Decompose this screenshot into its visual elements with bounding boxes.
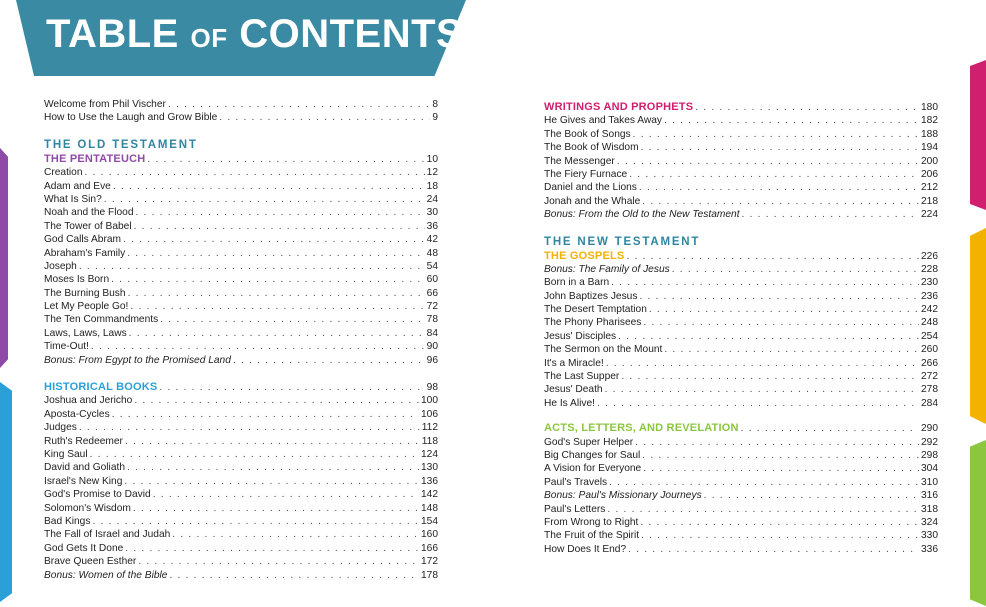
toc-entry <box>544 449 938 462</box>
page-number: 112 <box>421 422 438 434</box>
toc-entry-title: A Vision for Everyone <box>544 463 642 475</box>
page-number: 336 <box>921 543 938 555</box>
toc-entry <box>44 475 438 488</box>
toc-entry <box>544 357 938 370</box>
toc-entry <box>544 181 938 194</box>
dot-leader <box>128 287 425 300</box>
toc-entry <box>44 111 438 124</box>
section-heading-label: THE PENTATEUCH <box>44 152 146 165</box>
toc-entry <box>44 340 438 353</box>
page-number: 324 <box>921 516 938 528</box>
toc-entry-title: How Does It End? <box>544 543 627 555</box>
section-tab-historical <box>0 382 12 602</box>
dot-leader <box>642 449 919 462</box>
dot-leader <box>609 476 919 489</box>
toc-bonus-entry <box>544 263 938 276</box>
dot-leader <box>129 327 425 340</box>
dot-leader <box>127 461 419 474</box>
page-number: 266 <box>921 357 938 369</box>
toc-entry <box>44 542 438 555</box>
page-number: 212 <box>921 182 938 194</box>
dot-leader <box>130 300 424 313</box>
toc-entry-title: He Is Alive! <box>544 397 595 409</box>
dot-leader <box>639 181 919 194</box>
toc-entry-title: The Desert Temptation <box>544 304 647 316</box>
page-number: 160 <box>421 529 438 541</box>
toc-entry <box>544 503 938 516</box>
toc-entry-title: He Gives and Takes Away <box>544 115 662 127</box>
page-number: 72 <box>426 301 438 313</box>
toc-entry <box>44 488 438 501</box>
toc-entry <box>544 397 938 410</box>
toc-entry <box>44 180 438 193</box>
page-number: 224 <box>921 209 938 221</box>
dot-leader <box>621 370 919 383</box>
section-heading-label: THE GOSPELS <box>544 249 625 262</box>
dot-leader <box>672 263 919 276</box>
page-number: 98 <box>426 382 438 394</box>
toc-bonus-entry <box>44 354 438 367</box>
page-number: 118 <box>421 435 438 447</box>
toc-entry-title: Israel's New King <box>44 475 123 487</box>
toc-entry-title: Joseph <box>44 260 77 272</box>
dot-leader <box>160 313 424 326</box>
dot-leader <box>643 316 919 329</box>
toc-entry-title: Bonus: Paul's Missionary Journeys <box>544 490 702 502</box>
toc-entry <box>44 408 438 421</box>
page-number: 200 <box>921 155 938 167</box>
toc-entry <box>544 290 938 303</box>
page-number: 218 <box>921 195 938 207</box>
toc-entry-title: Brave Queen Esther <box>44 556 137 568</box>
toc-entry-title: God Gets It Done <box>44 542 124 554</box>
toc-entry-title: Let My People Go! <box>44 301 129 313</box>
toc-entry-title: The Book of Wisdom <box>544 142 639 154</box>
page-number: 136 <box>421 475 438 487</box>
toc-entry-title: God's Super Helper <box>544 436 634 448</box>
section-heading-label: ACTS, LETTERS, AND REVELATION <box>544 422 739 435</box>
toc-bonus-entry <box>544 208 938 221</box>
dot-leader <box>626 250 919 263</box>
toc-entry <box>44 287 438 300</box>
toc-entry-title: John Baptizes Jesus <box>544 290 638 302</box>
page-number: 142 <box>421 489 438 501</box>
toc-bonus-entry <box>44 569 438 582</box>
section-heading-label: HISTORICAL BOOKS <box>44 381 158 394</box>
dot-leader <box>153 488 419 501</box>
toc-section-heading <box>544 250 938 263</box>
page-number: 298 <box>921 449 938 461</box>
toc-entry-title: The Burning Bush <box>44 287 126 299</box>
dot-leader <box>127 247 424 260</box>
dot-leader <box>92 515 419 528</box>
dot-leader <box>643 462 919 475</box>
toc-entry <box>44 528 438 541</box>
toc-entry <box>44 435 438 448</box>
toc-entry-title: Daniel and the Lions <box>544 182 637 194</box>
toc-entry-title: God's Promise to David <box>44 489 151 501</box>
toc-entry <box>44 220 438 233</box>
dot-leader <box>111 273 425 286</box>
page-number: 10 <box>426 153 438 165</box>
toc-entry-title: The Fiery Furnace <box>544 168 628 180</box>
dot-leader <box>233 354 425 367</box>
dot-leader <box>640 516 919 529</box>
toc-entry-title: Bonus: From the Old to the New Testament <box>544 209 740 221</box>
toc-entry <box>544 141 938 154</box>
toc-entry <box>544 543 938 556</box>
page-number: 248 <box>921 317 938 329</box>
toc-entry <box>44 98 438 111</box>
toc-entry <box>544 155 938 168</box>
dot-leader <box>85 166 425 179</box>
page-number: 18 <box>426 180 438 192</box>
page-number: 310 <box>921 476 938 488</box>
page-number: 9 <box>432 112 438 124</box>
dot-leader <box>136 206 425 219</box>
toc-entry <box>44 394 438 407</box>
toc-entry-title: Paul's Travels <box>544 476 608 488</box>
toc-entry-title: King Saul <box>44 448 88 460</box>
dot-leader <box>605 383 919 396</box>
page-number: 96 <box>426 354 438 366</box>
page-number: 304 <box>921 463 938 475</box>
toc-entry <box>544 330 938 343</box>
page-number: 260 <box>921 344 938 356</box>
dot-leader <box>649 303 919 316</box>
dot-leader <box>104 193 425 206</box>
dot-leader <box>79 421 420 434</box>
page-number: 36 <box>426 220 438 232</box>
toc-entry-title: The Fruit of the Spirit <box>544 530 640 542</box>
section-heading-label: WRITINGS AND PROPHETS <box>544 101 694 113</box>
toc-entry-title: Adam and Eve <box>44 180 111 192</box>
dot-leader <box>742 208 919 221</box>
toc-entry <box>544 168 938 181</box>
toc-entry-title: The Phony Pharisees <box>544 317 642 329</box>
toc-entry <box>544 316 938 329</box>
toc-section-heading <box>44 153 438 166</box>
dot-leader <box>113 180 425 193</box>
page-number: 316 <box>921 490 938 502</box>
page-number: 12 <box>426 167 438 179</box>
page-number: 8 <box>432 99 438 110</box>
toc-entry <box>44 448 438 461</box>
page-number: 254 <box>921 330 938 342</box>
toc-entry-title: Jonah and the Whale <box>544 195 641 207</box>
toc-section-heading <box>44 381 438 394</box>
dot-leader <box>133 502 419 515</box>
toc-entry <box>44 233 438 246</box>
dot-leader <box>134 220 425 233</box>
toc-entry-title: How to Use the Laugh and Grow Bible <box>44 112 218 124</box>
dot-leader <box>633 128 919 141</box>
dot-leader <box>607 503 919 516</box>
page-number: 178 <box>421 569 438 581</box>
toc-entry <box>44 421 438 434</box>
toc-entry <box>544 516 938 529</box>
toc-entry <box>44 502 438 515</box>
toc-entry <box>544 383 938 396</box>
toc-entry <box>544 128 938 141</box>
toc-entry <box>44 555 438 568</box>
dot-leader <box>169 569 419 582</box>
page-number: 30 <box>426 207 438 219</box>
page-number: 172 <box>421 556 438 568</box>
toc-entry-title: God Calls Abram <box>44 234 122 246</box>
dot-leader <box>147 153 424 166</box>
toc-entry-title: The Book of Songs <box>544 128 631 140</box>
dot-leader <box>741 422 919 435</box>
page-number: 106 <box>421 408 438 420</box>
page-title: TABLE OF CONTENTS <box>46 12 464 56</box>
page-number: 188 <box>921 128 938 140</box>
page-number: 60 <box>426 274 438 286</box>
toc-section-heading <box>544 422 938 435</box>
toc-right-column <box>544 101 938 556</box>
dot-leader <box>168 98 430 111</box>
toc-entry-title: Judges <box>44 422 77 434</box>
page-number: 66 <box>426 287 438 299</box>
dot-leader <box>629 168 919 181</box>
page-number: 318 <box>921 503 938 515</box>
toc-entry-title: Bonus: Women of the Bible <box>44 569 168 581</box>
page-number: 180 <box>921 102 938 113</box>
page-number: 154 <box>421 515 438 527</box>
section-tab-acts <box>970 440 986 606</box>
dot-leader <box>123 233 425 246</box>
page-number: 194 <box>921 142 938 154</box>
page-number: 78 <box>426 314 438 326</box>
toc-entry <box>544 303 938 316</box>
dot-leader <box>639 290 919 303</box>
page-number: 148 <box>421 502 438 514</box>
toc-entry <box>544 370 938 383</box>
page-number: 284 <box>921 397 938 409</box>
toc-entry <box>544 195 938 208</box>
page-number: 166 <box>421 542 438 554</box>
toc-entry <box>44 327 438 340</box>
toc-entry <box>544 529 938 542</box>
toc-entry-title: Moses Is Born <box>44 274 110 286</box>
toc-entry-title: Solomon's Wisdom <box>44 502 131 514</box>
dot-leader <box>125 542 419 555</box>
page-number: 84 <box>426 327 438 339</box>
page-number: 130 <box>421 462 438 474</box>
section-tab-writings <box>970 60 986 210</box>
toc-entry-title: The Messenger <box>544 155 615 167</box>
toc-entry-title: What Is Sin? <box>44 193 102 205</box>
toc-entry-title: The Tower of Babel <box>44 220 132 232</box>
page-number: 48 <box>426 247 438 259</box>
toc-entry <box>544 343 938 356</box>
section-tab-pentateuch <box>0 148 8 368</box>
toc-entry-title: Ruth's Redeemer <box>44 435 123 447</box>
dot-leader <box>79 260 425 273</box>
page-number: 206 <box>921 168 938 180</box>
page-number: 242 <box>921 304 938 316</box>
toc-section-heading <box>544 101 938 114</box>
dot-leader <box>125 435 420 448</box>
toc-entry <box>44 260 438 273</box>
dot-leader <box>635 436 919 449</box>
dot-leader <box>664 114 919 127</box>
toc-entry <box>544 276 938 289</box>
toc-entry-title: From Wrong to Right <box>544 516 639 528</box>
toc-entry-title: Bad Kings <box>44 515 91 527</box>
page-number: 54 <box>426 260 438 272</box>
dot-leader <box>606 357 919 370</box>
toc-entry-title: Bonus: The Family of Jesus <box>544 263 670 275</box>
toc-entry <box>44 515 438 528</box>
page-number: 228 <box>921 263 938 275</box>
toc-entry-title: Aposta-Cycles <box>44 408 110 420</box>
toc-left-column <box>44 98 438 582</box>
page-number: 330 <box>921 530 938 542</box>
page-number: 182 <box>921 115 938 127</box>
toc-entry <box>44 206 438 219</box>
toc-entry-title: Noah and the Flood <box>44 207 134 219</box>
dot-leader <box>695 101 919 114</box>
dot-leader <box>159 381 424 394</box>
dot-leader <box>124 475 419 488</box>
toc-entry-title: Paul's Letters <box>544 503 606 515</box>
toc-entry-title: Abraham's Family <box>44 247 126 259</box>
toc-entry <box>44 193 438 206</box>
dot-leader <box>112 408 419 421</box>
page-number: 278 <box>921 384 938 396</box>
page-number: 290 <box>921 423 938 435</box>
toc-entry-title: The Fall of Israel and Judah <box>44 529 171 541</box>
toc-entry-title: Jesus' Disciples <box>544 330 617 342</box>
toc-entry <box>44 247 438 260</box>
dot-leader <box>90 448 419 461</box>
toc-entry-title: Creation <box>44 167 83 179</box>
toc-entry-title: Bonus: From Egypt to the Promised Land <box>44 354 231 366</box>
page-number: 230 <box>921 277 938 289</box>
page-number: 226 <box>921 250 938 262</box>
toc-entry <box>44 273 438 286</box>
dot-leader <box>611 276 919 289</box>
page-number: 272 <box>921 371 938 383</box>
toc-entry <box>44 313 438 326</box>
dot-leader <box>664 343 919 356</box>
page-number: 24 <box>426 193 438 205</box>
toc-entry <box>544 114 938 127</box>
toc-entry <box>44 461 438 474</box>
dot-leader <box>618 330 919 343</box>
dot-leader <box>641 141 919 154</box>
toc-entry-title: Born in a Barn <box>544 277 610 289</box>
toc-entry-title: David and Goliath <box>44 462 125 474</box>
dot-leader <box>617 155 919 168</box>
toc-entry-title: Joshua and Jericho <box>44 395 133 407</box>
toc-entry-title: Welcome from Phil Vischer <box>44 99 166 110</box>
new-testament-heading: THE NEW TESTAMENT <box>544 235 701 248</box>
dot-leader <box>172 528 419 541</box>
toc-entry-title: The Sermon on the Mount <box>544 344 663 356</box>
dot-leader <box>641 529 919 542</box>
dot-leader <box>134 394 419 407</box>
page-number: 100 <box>421 395 438 407</box>
dot-leader <box>597 397 919 410</box>
dot-leader <box>642 195 919 208</box>
dot-leader <box>628 543 919 556</box>
toc-entry-title: The Last Supper <box>544 371 620 383</box>
toc-entry-title: Big Changes for Saul <box>544 449 641 461</box>
page-number: 90 <box>426 341 438 353</box>
dot-leader <box>138 555 419 568</box>
dot-leader <box>704 489 919 502</box>
dot-leader <box>91 340 425 353</box>
dot-leader <box>219 111 430 124</box>
toc-entry-title: It's a Miracle! <box>544 357 604 369</box>
page-number: 292 <box>921 436 938 448</box>
toc-entry <box>544 436 938 449</box>
toc-bonus-entry <box>544 489 938 502</box>
old-testament-heading: THE OLD TESTAMENT <box>44 138 198 151</box>
toc-entry <box>44 300 438 313</box>
page-number: 124 <box>421 448 438 460</box>
toc-entry-title: Jesus' Death <box>544 384 603 396</box>
toc-entry <box>544 462 938 475</box>
toc-entry-title: Time-Out! <box>44 341 89 353</box>
toc-entry <box>544 476 938 489</box>
page-number: 236 <box>921 290 938 302</box>
page-number: 42 <box>426 234 438 246</box>
toc-entry-title: The Ten Commandments <box>44 314 159 326</box>
toc-entry-title: Laws, Laws, Laws <box>44 327 127 339</box>
toc-entry <box>44 166 438 179</box>
section-tab-gospels <box>970 228 986 424</box>
